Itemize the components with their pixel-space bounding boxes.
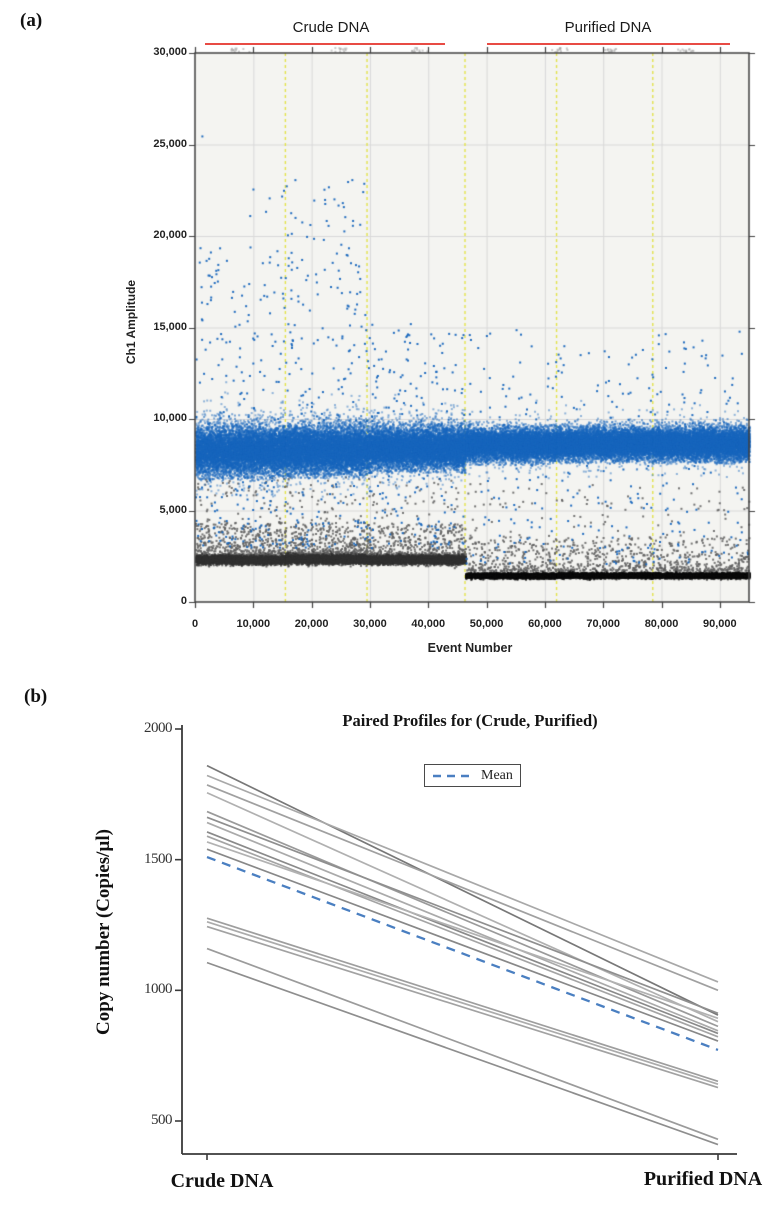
panel-b-title: Paired Profiles for (Crude, Purified) <box>342 711 598 730</box>
paired-profiles-plot <box>0 670 784 1209</box>
paired-line <box>207 793 718 1022</box>
panel-a-x-tick: 90,000 <box>703 618 737 630</box>
paired-line <box>207 812 718 1027</box>
panel-b-y-tick: 1000 <box>144 981 172 998</box>
group-label-crude: Crude DNA <box>292 19 370 36</box>
paired-line <box>207 963 718 1145</box>
purified-underline <box>487 43 730 45</box>
category-label-purified: Purified DNA <box>643 1168 763 1190</box>
panel-a-y-tick: 25,000 <box>153 137 187 150</box>
panel-a-x-tick: 50,000 <box>469 618 504 630</box>
paired-line <box>207 842 718 1018</box>
paired-line <box>207 785 718 990</box>
group-label-purified: Purified DNA <box>564 19 652 36</box>
panel-a-y-tick: 10,000 <box>153 412 187 424</box>
panel-a-x-tick: 70,000 <box>586 618 621 630</box>
panel-a-x-tick: 30,000 <box>353 618 387 630</box>
category-label-crude: Crude DNA <box>170 1170 274 1192</box>
panel-a-x-tick: 60,000 <box>528 618 562 630</box>
panel-a-y-tick: 0 <box>180 595 187 607</box>
mean-legend-label: Mean <box>481 767 513 783</box>
panel-a-x-tick: 80,000 <box>644 618 679 630</box>
panel-a-y-axis-label: Ch1 Amplitude <box>124 279 138 365</box>
panel-a-y-tick: 5,000 <box>159 503 187 516</box>
panel-a-y-tick: 15,000 <box>153 320 187 333</box>
paired-line <box>207 817 718 1013</box>
panel-b-label: (b) <box>24 686 48 707</box>
panel-a-y-tick: 20,000 <box>153 229 187 241</box>
mean-line <box>207 857 718 1050</box>
panel-a-y-tick: 30,000 <box>153 46 187 58</box>
panel-b-y-axis-label: Copy number (Copies/µl) <box>93 829 114 1035</box>
panel-b-y-tick: 1500 <box>144 850 172 867</box>
panel-a-x-tick: 20,000 <box>294 618 329 630</box>
panel-a-x-tick: 10,000 <box>236 618 271 630</box>
panel-a-x-axis-label: Event Number <box>427 641 513 655</box>
panel-a-x-tick: 40,000 <box>411 618 446 630</box>
panel-b-y-tick: 500 <box>151 1112 172 1128</box>
crude-underline <box>205 43 445 45</box>
panel-b-y-tick: 2000 <box>144 720 172 736</box>
panel-a-x-tick: 0 <box>191 618 199 630</box>
